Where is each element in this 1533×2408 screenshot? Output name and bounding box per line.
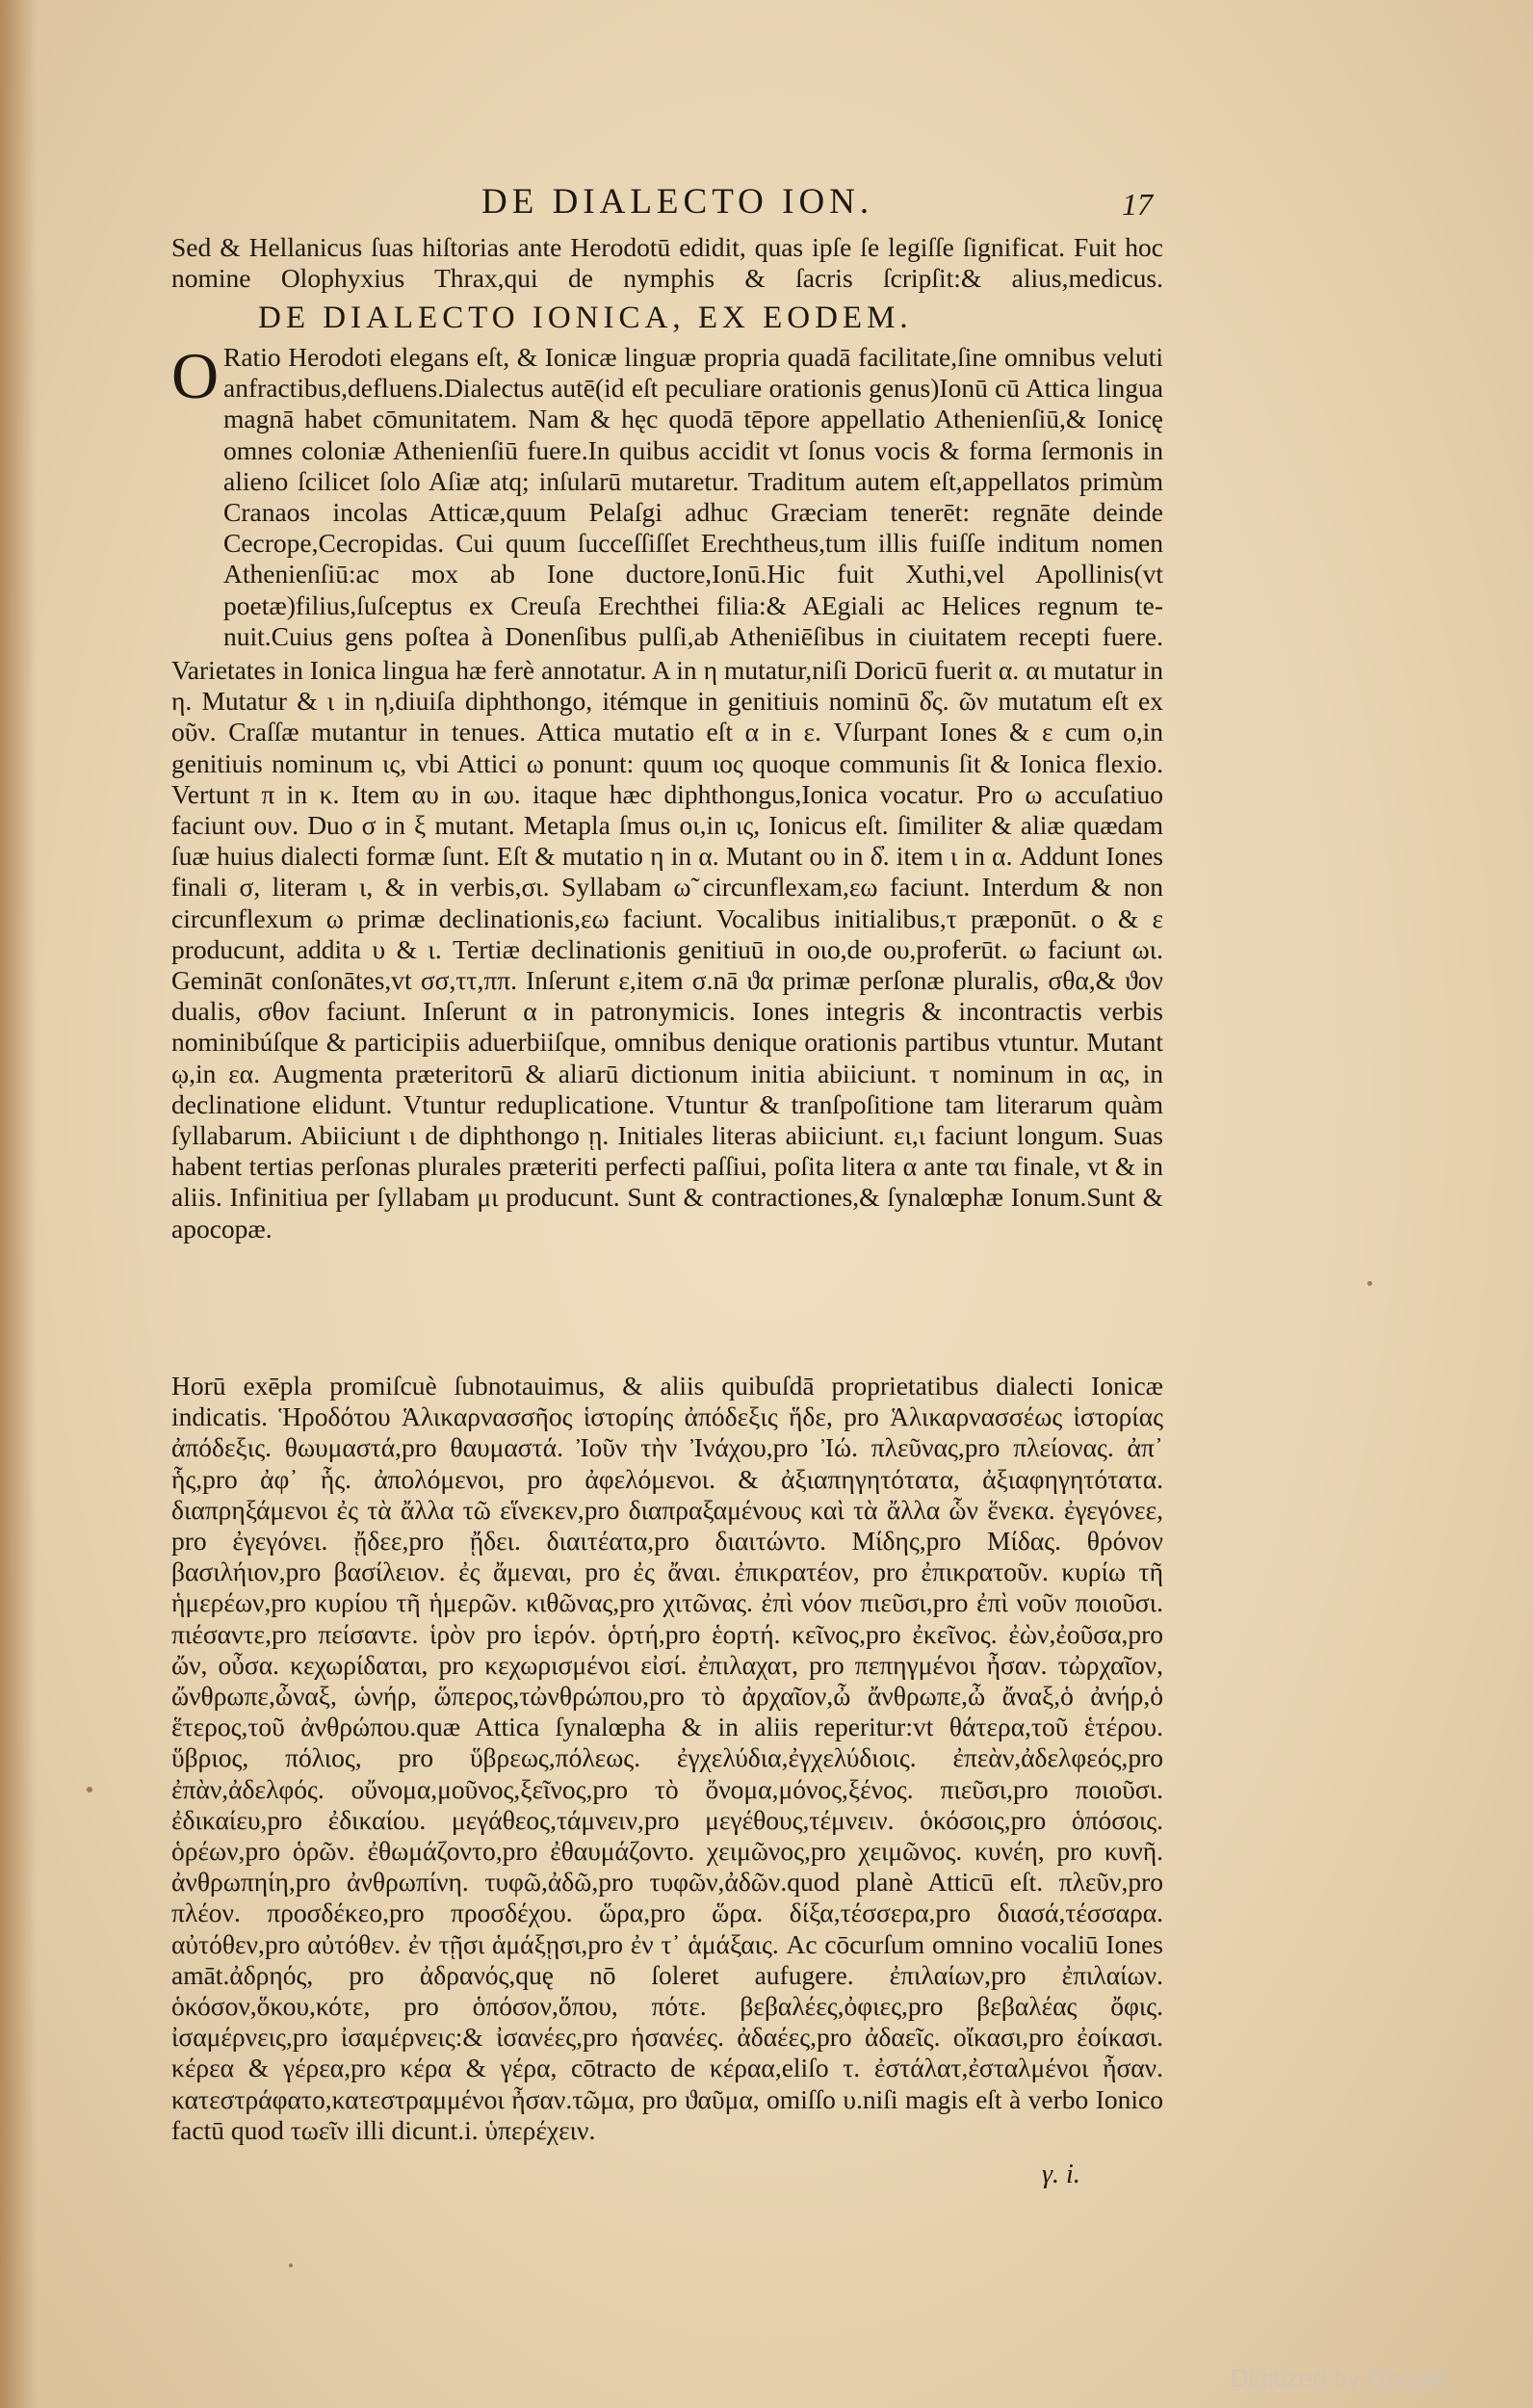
paper-speck (1367, 1281, 1372, 1286)
signature-mark: γ. i. (1042, 2159, 1080, 2189)
opening-paragraph: Ratio Herodoti elegans eſt, & Ionicæ linguæ propria quadā facilitate,ſine omnibus veluti anfractibus,defluens.Dialectus autē(id eſt peculiare orationis genus)Ionū cū Attica lingua magnā habet cōmunitatem. Nam & hęc quodā tēpore appellatio Athenienſiū,& Ionicę omnes coloniæ Athenienſiū fuere.In quibus accidit vt ſonus vocis & forma ſermonis in alieno ſcilicet ſolo Aſiæ atq; inſularū mutaretur. Traditum autem eſt,appellatos primùm Cranaos incolas Atticæ,quum Pelaſgi adhuc Græciam tenerēt: regnāte deinde Cecrope,Cecropidas. Cui quum ſucceſſiſſet Erechtheus,tum illis fuiſſe inditum nomen Athenienſiū:ac mox ab Ione ductore,Ionū.Hic fuit Xuthi,vel Apollinis(vt poetæ)filius,ſuſceptus ex Creuſa Erechthei filia:& AEgiali ac Helices regnum tenuit.Cuius gens poſtea à Donenſibus pulſi,ab Atheniēſibus in ciuitatem recepti fuere. (223, 342, 1163, 651)
running-header: DE DIALECTO ION. (481, 182, 874, 222)
drop-capital: O (171, 339, 220, 412)
section-heading: DE DIALECTO IONICA, EX EODEM. (258, 301, 913, 335)
dialect-rules-paragraph: Varietates in Ionica lingua hæ ferè annotatur. A in η mutatur,niſi Doricū fuerit α. αι mutatur in η. Mutatur & ι in η,diuiſa diphthongo, itémque in genitiuis nominū δ̓ς. ῶν mutatum eſt ex οῦν. Craſſæ mutantur in tenues. Attica mutatio eſt α in ε. Vſurpant Iones & ε cum ο,in genitiuis nominum ις, vbi Attici ω ponunt: quum ιος quoque communis ſit & Ionica flexio. Vertunt π in κ. Item αυ in ωυ. itaque hæc diphthongus,Ionica vocatur. Pro ω accuſatiuo faciunt ουν. Duo σ in ξ mutant. Metapla ſmus οι,in ις, Ionicus eſt. ſimiliter & aliæ quædam ſuæ huius dialecti formæ ſunt. Eſt & mutatio η in α. Mutant ου in δ̓. item ι in α. Addunt Iones finali σ, literam ι, & in verbis,σι. Syllabam ω̃ circunflexam,εω faciunt. Interdum & non circunflexum ω primæ declinationis,εω faciunt. Vocalibus initialibus,τ præponūt. ο & ε producunt, addita υ & ι. Tertiæ declinationis genitiuū in οιο,de ου,proferūt. ω faciunt ωι. Gemināt conſonātes,vt σσ,ττ,ππ. Inſerunt ε,item σ.nā ϑα primæ perſonæ pluralis, σθα,& ϑον dualis, σθον faciunt. Inſerunt α in patronymicis. Iones integris & incontractis verbis nominibúſque & participiis aduerbiiſque, omnibus denique orationis partibus vtuntur. Mutant ῳ,in εα. Augmenta præteritorū & aliarū dictionum initia abiiciunt. τ nominum in ας, in declinatione elidunt. Vtuntur reduplicatione. Vtuntur & tranſpoſitione tam literarum quàm ſyllabarum. Abiiciunt ι de diphthongo ῃ. Initiales literas abiiciunt. ει,ι faciunt longum. Suas habent tertias perſonas plurales præteriti perfecti paſſiui, poſita litera α ante ται finale, vt & in aliis. Infinitiua per ſyllabam μι producunt. Sunt & contractiones,& ſynalœphæ Ionum.Sunt & apocopæ. (171, 655, 1163, 1243)
examples-paragraph: Horū exēpla promiſcuè ſubnotauimus, & aliis quibuſdā proprietatibus dialecti Ionicæ indicatis. Ἡροδότου Ἁλικαρνασσῆος ἱστορίης ἀπόδεξις ἥδε, pro Ἁλικαρνασσέως ἱστορίας ἀπόδεξις. θωυμαστά,pro θαυμαστά. Ἰοῦν τὴν Ἰνάχου,pro Ἰώ. πλεῦνας,pro πλείονας. ἀπ᾽ ἧς,pro ἀφ᾽ ἧς. ἀπολόμενοι, pro ἀφελόμενοι. & ἀξιαπηγητότατα, ἀξιαφηγητότατα. διαπρηξάμενοι ἐς τὰ ἄλλα τῶ εἵνεκεν,pro διαπραξαμένους καὶ τὰ ἄλλα ὧν ἕνεκα. ἐγεγόνεε, pro ἐγεγόνει. ᾔδεε,pro ᾔδει. διαιτέατα,pro διαιτώντο. Μίδης,pro Μίδας. θρόνον βασιλήιον,pro βασίλειον. ἐς ἄμεναι, pro ἐς ἄναι. ἐπικρατέον, pro ἐπικρατοῦν. κυρίω τῆ ἡμερέων,pro κυρίου τῆ ἡμερῶν. κιθῶνας,pro χιτῶνας. ἐπὶ νόον πιεῦσι,pro ἐπὶ νοῦν ποιοῦσι. πιέσαντε,pro πείσαντε. ἱρὸν pro ἱερόν. ὁρτή,pro ἑορτή. κεῖνος,pro ἐκεῖνος. ἐὼν,ἐοῦσα,pro ὤν, οὖσα. κεχωρίδαται, pro κεχωρισμένοι εἰσί. ἐπιλαχατ, pro πεπηγμένοι ἦσαν. τὠρχαῖον, ὤνθρωπε,ὦναξ, ὡνήρ, ὥπερος,τὠνθρώπου,pro τὸ ἀρχαῖον,ὦ ἄνθρωπε,ὦ ἄναξ,ὁ ἀνήρ,ὁ ἕτερος,τοῦ ἀνθρώπου.quæ Attica ſynalœpha & in aliis reperitur:vt θάτερα,τοῦ ἑτέρου. ὕβριος, πόλιος, pro ὕβρεως,πόλεως. ἐγχελύδια,ἐγχελύδιοις. ἐπεὰν,ἀδελφεός,pro ἐπὰν,ἀδελφός. οὔνομα,μοῦνος,ξεῖνος,pro τὸ ὄνομα,μόνος,ξένος. πιεῦσι,pro ποιοῦσι. ἐδικαίευ,pro ἐδικαίου. μεγάθεος,τάμνειν,pro μεγέθους,τέμνειν. ὁκόσοις,pro ὁπόσοις. ὁρέων,pro ὁρῶν. ἐθωμάζοντο,pro ἐθαυμάζοντο. χειμῶνος,pro χειμῶνος. κυνέη, pro κυνῆ. ἀνθρωπηίη,pro ἀνθρωπίνη. τυφῶ,ἀδῶ,pro τυφῶν,ἀδῶν.quod planè Atticū eſt. πλεῦν,pro πλέον. προσδέκεο,pro προσδέχου. ὥρα,pro ὥρα. δίξα,τέσσερα,pro διασά,τέσσαρα. αὐτόθεν,pro αὐτόθεν. ἐν τῇσι ἁμάξῃσι,pro ἐν τ᾽ ἁμάξαις. Ac cōcurſum omnino vocaliū Iones amāt.ἀδρηός, pro ἀδρανός,quę nō ſoleret aufugere. ἐπιλαίων,pro ἐπιλαίων. ὁκόσον,ὅκου,κότε, pro ὁπόσον,ὅπου, πότε. βεβαλέες,ὀφιες,pro βεβαλέας ὄφις. ἰσαμέρνεις,pro ἰσαμέρνεις:& ἰσανέες,pro ἡσανέες. ἀδαέες,pro ἀδαεῖς. οἴκασι,pro ἐοίκασι. κέρεα & γέρεα,pro κέρα & γέρα, cōtracto de κέραα,eliſo τ. ἐστάλατ,ἐσταλμένοι ἦσαν. κατεστράφατο,κατεστραμμένοι ἦσαν.τῶμα, pro ϑαῦμα, omiſſo υ.niſi magis eſt à verbo Ionico factū quod τωεῖν illi dicunt.i. ὑπερέχειν. (171, 1371, 1163, 2145)
paper-speck (289, 2264, 293, 2267)
page-edge-shadow (0, 0, 37, 2408)
digitized-watermark: Digitized by Google (1231, 2364, 1448, 2393)
paper-speck (87, 1787, 92, 1793)
page-number: 17 (1122, 187, 1153, 222)
intro-paragraph: Sed & Hellanicus ſuas hiſtorias ante Herodotū edidit, quas ipſe ſe legiſſe ſignificat. Fuit hoc nomine Olophyxius Thrax,qui de nymphis & ſacris ſcripſit:& alius,medicus. (171, 232, 1163, 294)
